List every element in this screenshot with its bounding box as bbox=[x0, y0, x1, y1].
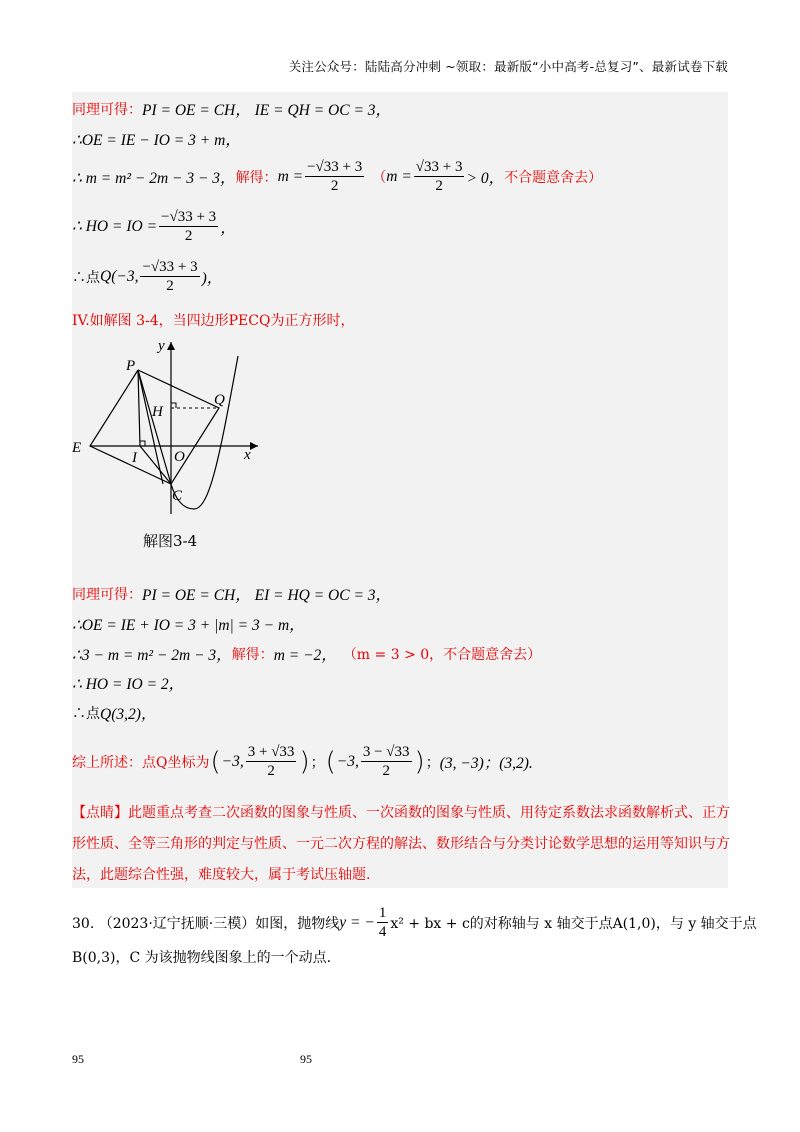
figure-caption: 解图3-4 bbox=[143, 532, 198, 550]
p4-line2: ∴OE = IE + IO = 3 + |m| = 3 − m， bbox=[72, 617, 305, 634]
label-E: E bbox=[72, 440, 82, 456]
fraction: $\frac{-√33 + 3}{2}$ bbox=[142, 259, 198, 294]
summary-line: 综上所述：点Q坐标为 ( −3, $\frac{3 + √33}{2}$ ) ； ( −3, $\frac{3 - √33}{2}$ ) ； (3, −3)；(3,2). bbox=[72, 744, 533, 779]
label-P: P bbox=[126, 358, 136, 374]
fraction: $\frac{1}{4}$ bbox=[378, 905, 387, 940]
label-Q: Q bbox=[214, 392, 225, 408]
fraction: $\frac{√33 + 3}{2}$ bbox=[415, 159, 463, 194]
comment-paragraph: 【点睛】此题重点考查二次函数的图象与性质、一次函数的图象与性质、用待定系数法求函数解析式、正方形性质、全等三角形的判定与性质、一元二次方程的解法、数形结合与分类讨论数学思想的运用等知识与方法，此题综合性强，难度较大，属于考试压轴题. bbox=[72, 805, 730, 883]
p4-line4: ∴ HO = IO = 2， bbox=[72, 676, 185, 693]
p3-line4: ∴ HO = IO = $\frac{-√33 + 3}{2}$ ， bbox=[72, 209, 236, 244]
fraction: $\frac{-√33 + 3}{2}$ bbox=[307, 159, 363, 194]
label-C: C bbox=[172, 488, 183, 504]
figure-3-4 bbox=[70, 334, 270, 524]
footer-page-center: 95 bbox=[300, 1052, 312, 1066]
p4-title: IV.如解图 3-4，当四边形PECQ为正方形时， bbox=[72, 313, 355, 329]
fraction: $\frac{3 - √33}{2}$ bbox=[362, 744, 410, 779]
footer-page-left: 95 bbox=[72, 1052, 84, 1066]
fraction: $\frac{3 + √33}{2}$ bbox=[247, 744, 295, 779]
q30-line2: B(0,3)，C 为该抛物线图象上的一个动点. bbox=[72, 950, 332, 966]
p4-line1: 同理可得： PI = OE = CH， EI = HQ = OC = 3， bbox=[72, 587, 392, 604]
label-x: x bbox=[244, 447, 251, 463]
label-y: y bbox=[158, 338, 165, 354]
fraction: $\frac{-√33 + 3}{2}$ bbox=[161, 209, 217, 244]
q30-line1: 30. （2023·辽宁抚顺·三模）如图，抛物线 y = − $\frac{1}{4}$ x² + bx + c的对称轴与 x 轴交于点A(1,0)，与 y 轴交于点 bbox=[72, 905, 757, 940]
page-header: 关注公众号：陆陆高分冲刺 ~领取：最新版“小中高考-总复习”、最新试卷下载 bbox=[288, 59, 728, 74]
p3-line2: ∴OE = IE − IO = 3 + m， bbox=[72, 132, 241, 149]
label-I: I bbox=[132, 450, 137, 466]
label-H: H bbox=[152, 404, 163, 420]
p4-line3: ∴3 − m = m² − 2m − 3， 解得： m = −2， （m = 3 > 0，不合题意舍去） bbox=[72, 647, 542, 664]
p3-line1: 同理可得： PI = OE = CH， IE = QH = OC = 3， bbox=[72, 102, 392, 119]
p3-line5: ∴点 Q(−3, $\frac{-√33 + 3}{2}$ )， bbox=[72, 259, 223, 294]
p3-line3: ∴ m = m² − 2m − 3 − 3， 解得： m = $\frac{-√33 + 3}{2}$ （ m = $\frac{√33 + 3}{2}$ > 0， 不合题意舍去） bbox=[72, 159, 603, 194]
label-O: O bbox=[174, 449, 185, 465]
p4-line5: ∴点 Q(3,2)， bbox=[72, 706, 157, 723]
